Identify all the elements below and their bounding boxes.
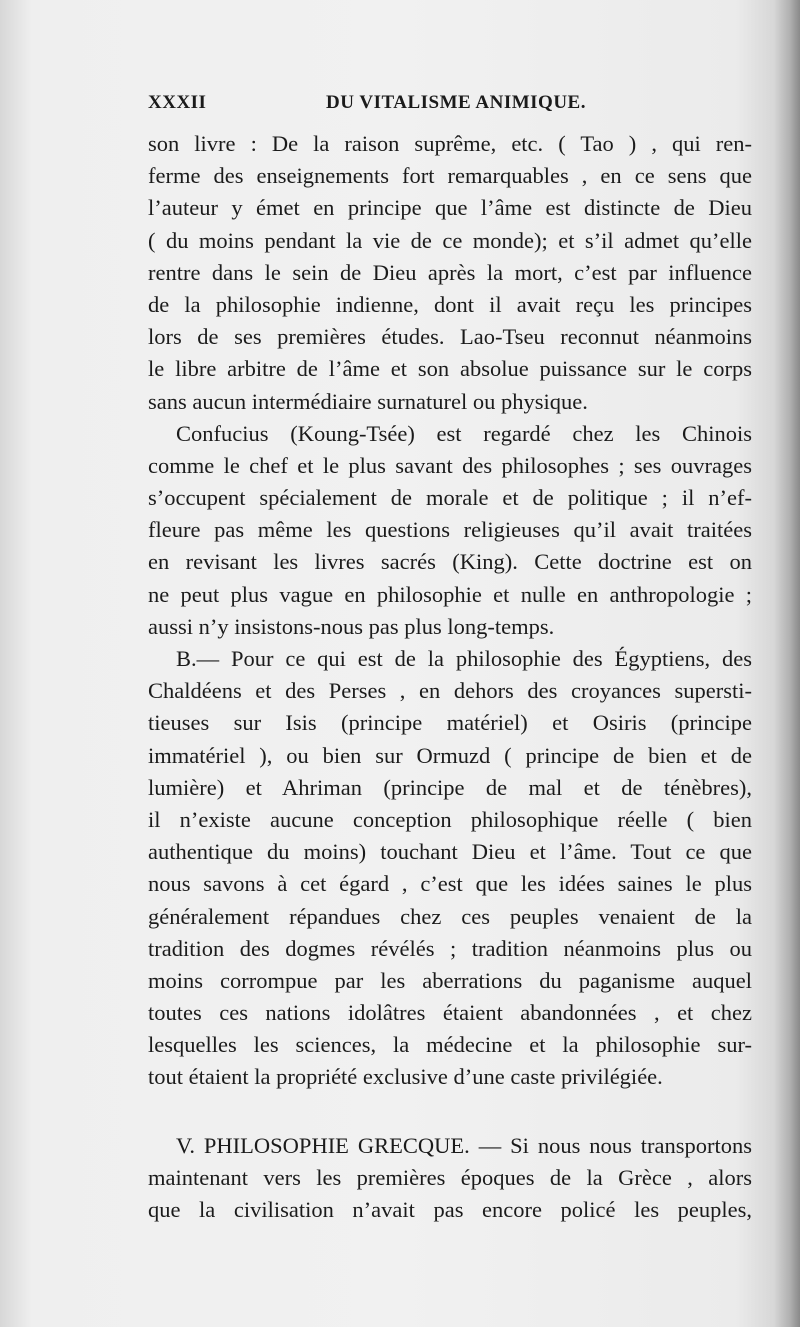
text-line: authentique du moins) touchant Dieu et l’âme. Tout ce que bbox=[148, 839, 752, 865]
text-line: comme le chef et le plus savant des philosophes ; ses ouvrages bbox=[148, 452, 752, 478]
text-line: toutes ces nations idolâtres étaient abandonnées , et chez bbox=[148, 1000, 752, 1026]
text-line: fleure pas même les questions religieuses qu’il avait traitées bbox=[148, 517, 752, 543]
text-line: l’auteur y émet en principe que l’âme est distincte de Dieu bbox=[148, 195, 752, 221]
text-line: le libre arbitre de l’âme et son absolue puissance sur le corps bbox=[148, 356, 752, 382]
section-v-text bbox=[148, 1130, 752, 1227]
text-line: s’occupent spécialement de morale et de politique ; il n’ef- bbox=[148, 485, 752, 511]
text-line: aussi n’y insistons-nous pas plus long-temps. bbox=[148, 613, 555, 639]
text-line: maintenant vers les premières époques de la Grèce , alors bbox=[148, 1165, 752, 1191]
text-line: ferme des enseignements fort remarquables , en ce sens que bbox=[148, 163, 752, 189]
text-line: B.— Pour ce qui est de la philosophie des Égyptiens, des bbox=[176, 646, 752, 671]
section-heading-line: V. PHILOSOPHIE GRECQUE. — Si nous nous transportons bbox=[176, 1133, 752, 1158]
text-line: lesquelles les sciences, la médecine et la philosophie sur- bbox=[148, 1032, 752, 1058]
text-line: généralement répandues chez ces peuples venaient de la bbox=[148, 903, 752, 929]
text-line: son livre : De la raison suprême, etc. ( Tao ) , qui ren- bbox=[148, 131, 752, 156]
text-line: lors de ses premières études. Lao-Tseu reconnut néanmoins bbox=[148, 324, 752, 350]
text-line: en revisant les livres sacrés (King). Cette doctrine est on bbox=[148, 549, 752, 575]
text-line: de la philosophie indienne, dont il avait reçu les principes bbox=[148, 291, 752, 317]
text-line: ( du moins pendant la vie de ce monde); et s’il admet qu’elle bbox=[148, 227, 752, 253]
text-line: rentre dans le sein de Dieu après la mort, c’est par influence bbox=[148, 259, 752, 285]
text-line: nous savons à cet égard , c’est que les idées saines le plus bbox=[148, 871, 752, 897]
text-line: tout étaient la propriété exclusive d’une caste privilégiée. bbox=[148, 1064, 663, 1090]
text-line: immatériel ), ou bien sur Ormuzd ( principe de bien et de bbox=[148, 742, 752, 768]
text-line: tradition des dogmes révélés ; tradition néanmoins plus ou bbox=[148, 935, 752, 961]
text-line: que la civilisation n’avait pas encore policé les peuples, bbox=[148, 1197, 752, 1223]
text-line: Chaldéens et des Perses , en dehors des croyances supersti- bbox=[148, 678, 752, 704]
body-text bbox=[148, 128, 752, 1094]
text-line: lumière) et Ahriman (principe de mal et de ténèbres), bbox=[148, 774, 752, 800]
page-header bbox=[148, 92, 748, 122]
page-number: XXXII bbox=[148, 92, 207, 113]
text-line: tieuses sur Isis (principe matériel) et Osiris (principe bbox=[148, 710, 752, 736]
text-line: moins corrompue par les aberrations du paganisme auquel bbox=[148, 967, 752, 993]
text-line: il n’existe aucune conception philosophique réelle ( bien bbox=[148, 806, 752, 832]
text-line: sans aucun intermédiaire surnaturel ou physique. bbox=[148, 388, 588, 414]
text-line: ne peut plus vague en philosophie et nulle en anthropologie ; bbox=[148, 581, 752, 607]
running-title: DU VITALISME ANIMIQUE. bbox=[326, 92, 586, 113]
text-line: Confucius (Koung-Tsée) est regardé chez les Chinois bbox=[176, 420, 752, 446]
page-edge-shadow bbox=[774, 0, 800, 1327]
